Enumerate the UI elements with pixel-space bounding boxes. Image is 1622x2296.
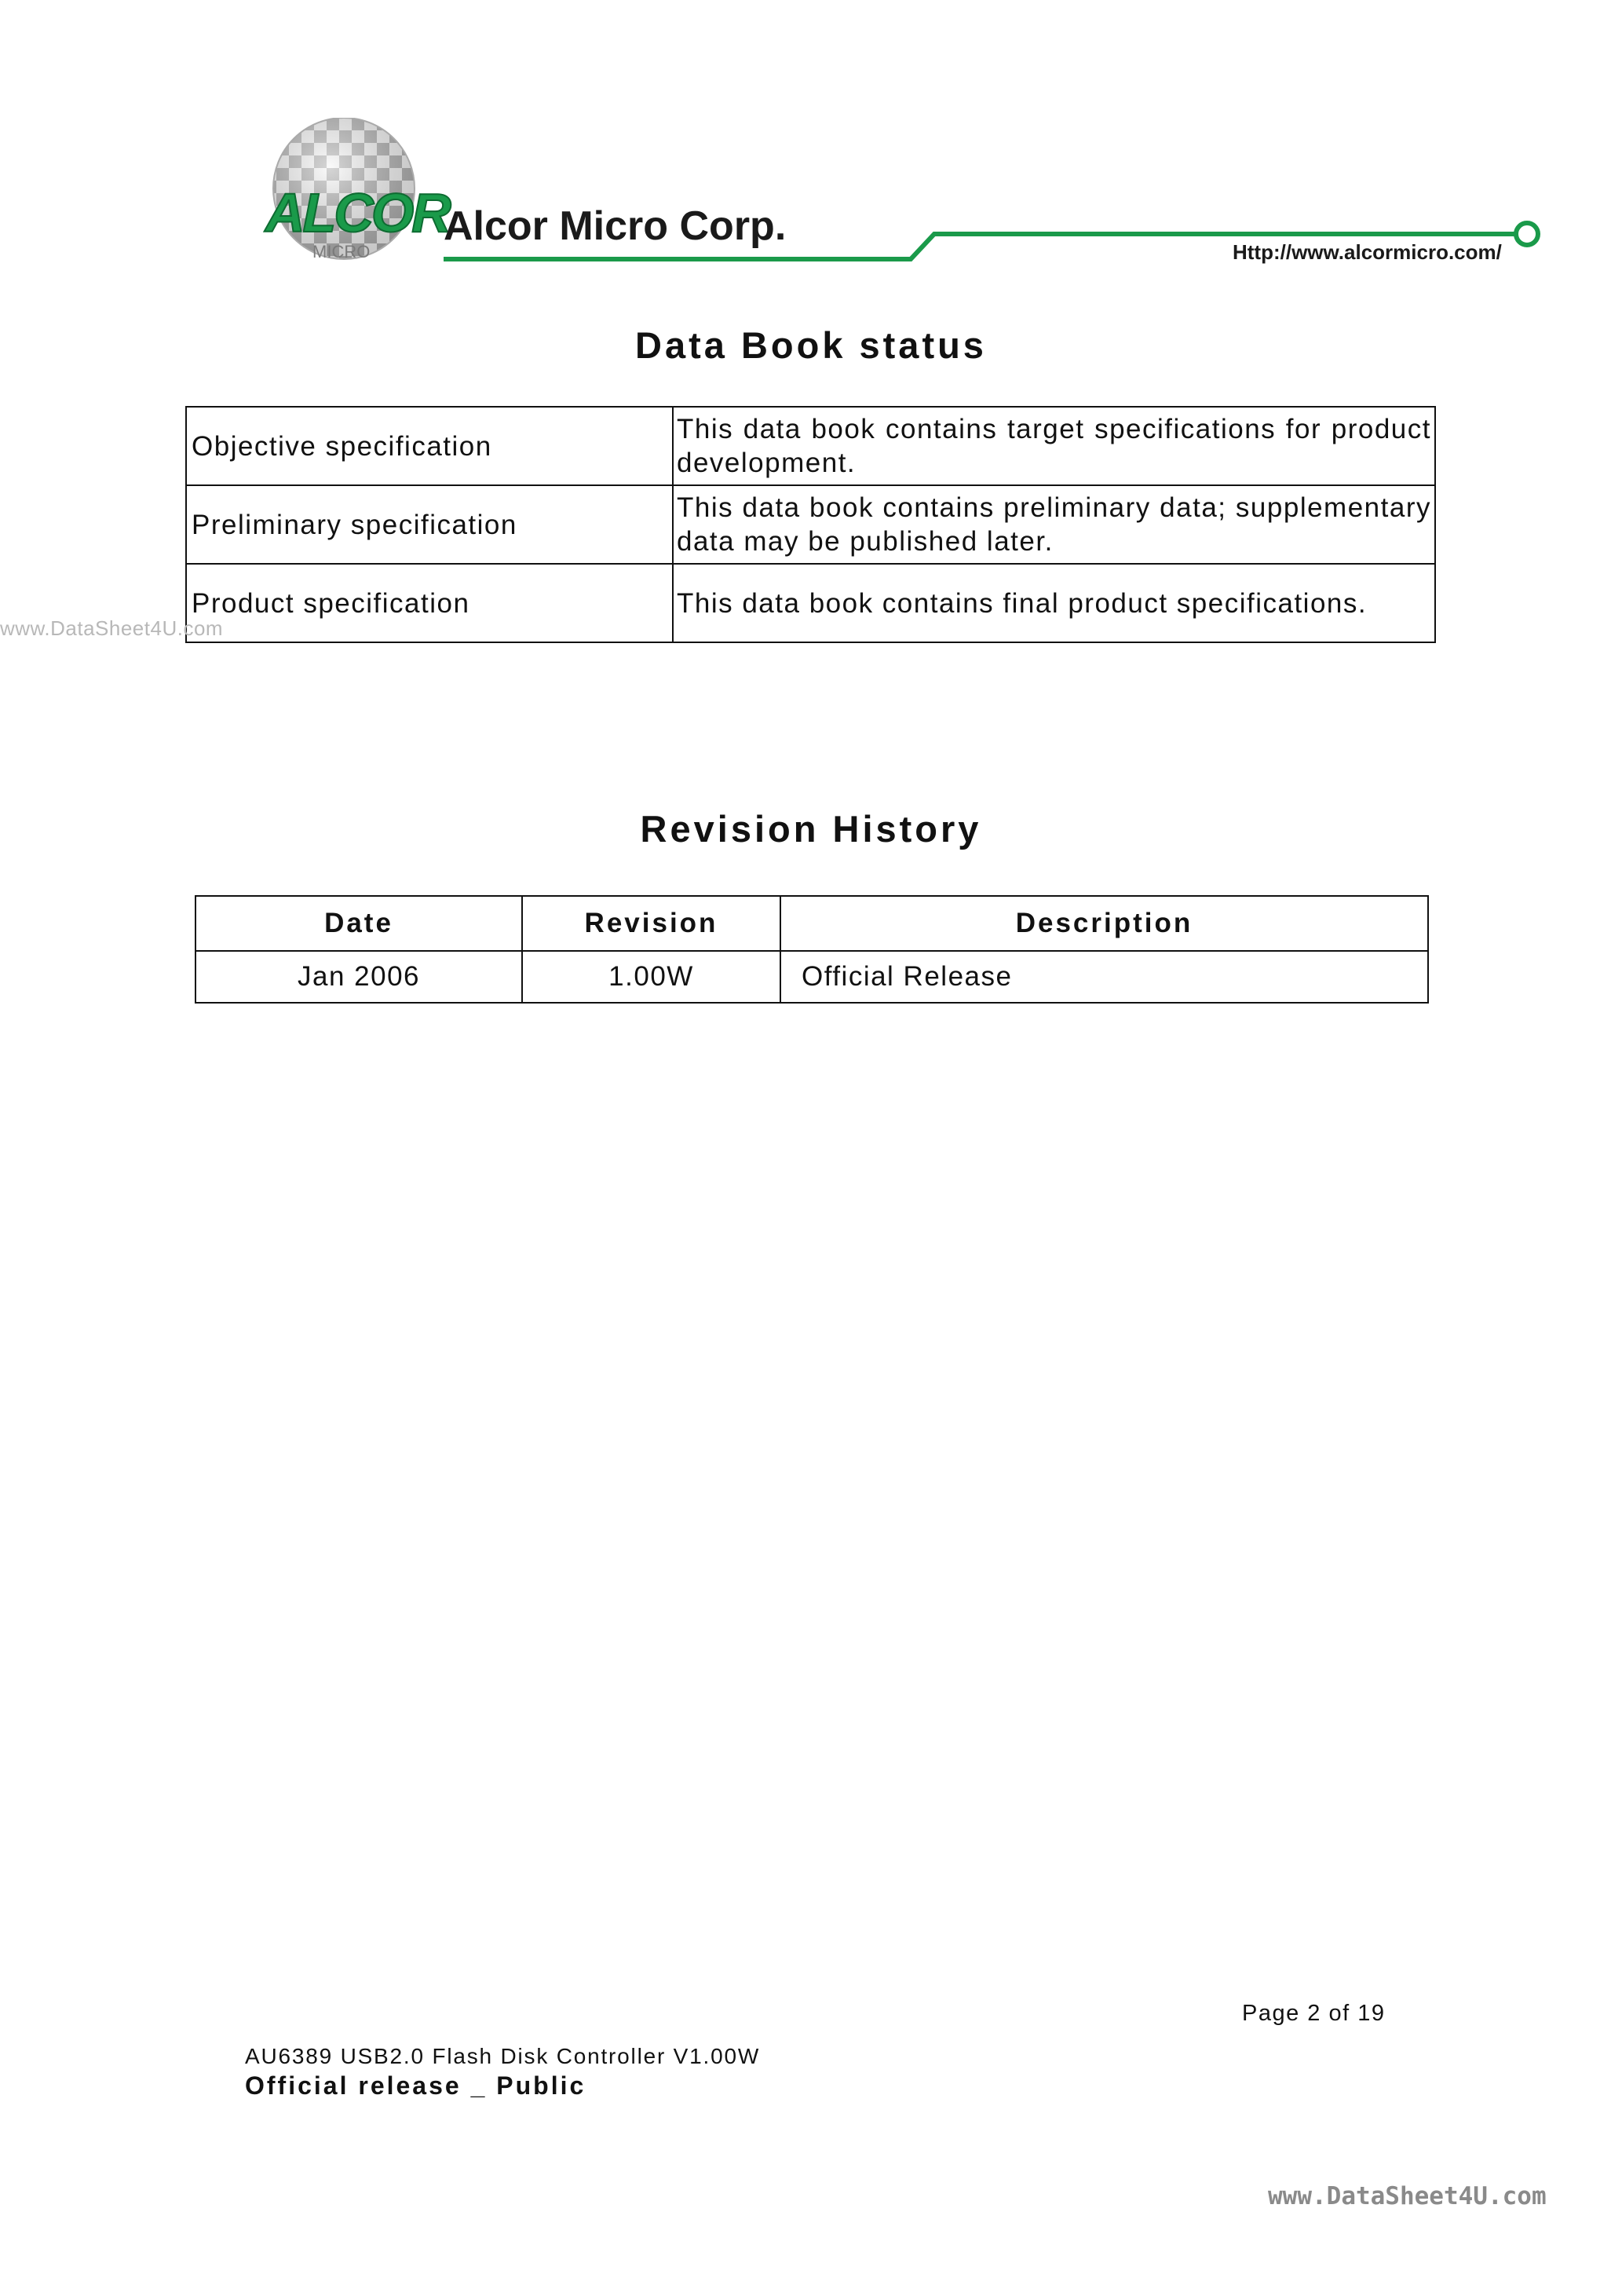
table-header-row [195, 896, 1428, 951]
circuit-node-icon [1516, 223, 1538, 245]
table-row [186, 564, 1435, 642]
status-description: This data book contains target specifications for product development. [673, 407, 1435, 485]
status-label: Product specification [186, 564, 673, 642]
watermark-left: www.DataSheet4U.com [0, 616, 224, 640]
company-name: Alcor Micro Corp. [444, 203, 787, 249]
table-row [186, 485, 1435, 564]
table-row [195, 951, 1428, 1003]
footer-product: AU6389 USB2.0 Flash Disk Controller V1.00W [245, 2044, 761, 2068]
status-label: Preliminary specification [186, 485, 673, 564]
revision-number: 1.00W [522, 951, 780, 1003]
status-description: This data book contains preliminary data; supplementary data may be published later. [673, 485, 1435, 564]
data-book-status-title: Data Book status [635, 324, 987, 366]
footer-release: Official release _ Public [245, 2071, 586, 2100]
column-header-revision: Revision [522, 896, 780, 951]
revision-history-title: Revision History [640, 808, 982, 850]
company-logo [251, 118, 1547, 275]
revision-date: Jan 2006 [195, 951, 522, 1003]
logo-subtext: MICRO [312, 242, 371, 261]
revision-history-table [195, 895, 1429, 1004]
company-url: Http://www.alcormicro.com/ [1233, 240, 1502, 264]
column-header-description: Description [780, 896, 1428, 951]
logo-text: ALCOR [265, 182, 449, 243]
page-number: Page 2 of 19 [1242, 2001, 1386, 2026]
status-description: This data book contains final product specifications. [673, 564, 1435, 642]
watermark-bottom: www.DataSheet4U.com [1268, 2182, 1547, 2210]
column-header-date: Date [195, 896, 522, 951]
status-label: Objective specification [186, 407, 673, 485]
table-row [186, 407, 1435, 485]
data-book-status-table [185, 406, 1436, 643]
revision-description: Official Release [780, 951, 1428, 1003]
